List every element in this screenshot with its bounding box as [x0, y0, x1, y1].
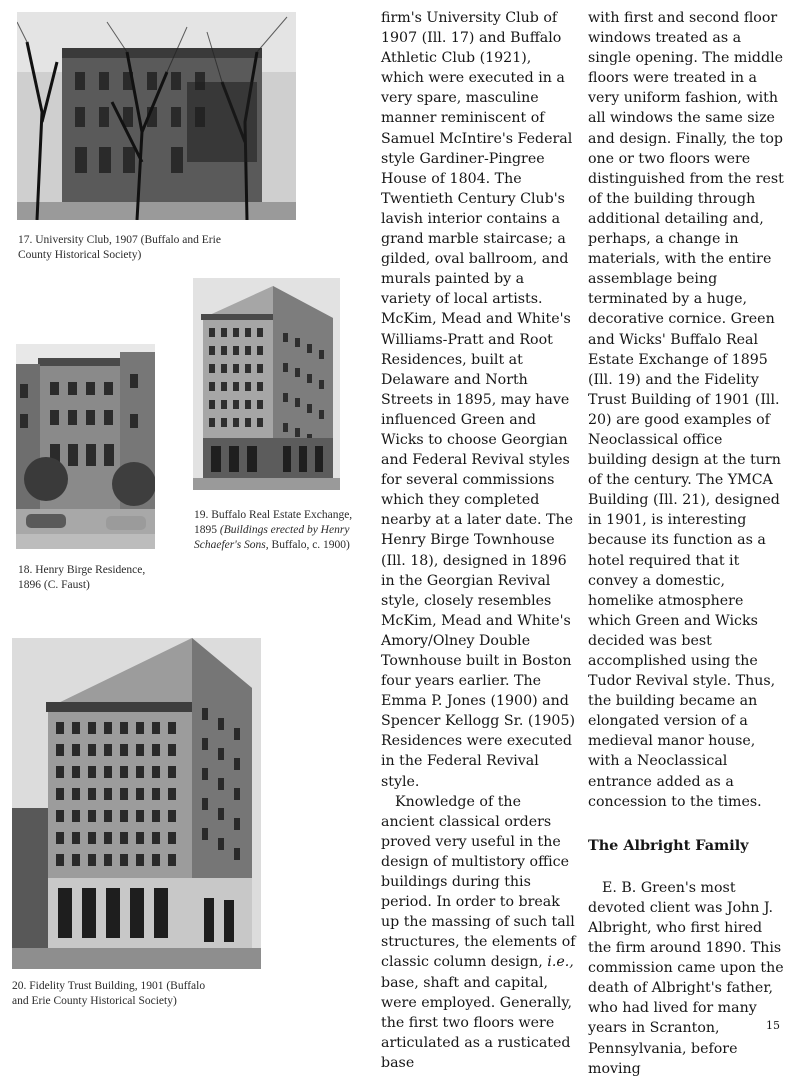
column2-paragraph-2: E. B. Green's most devoted client was John J. Albright, who first hired the firm around 1890. This commission came upon the death of Albright's father, who had lived for many years in Scranton, Pennsylvania, before moving [588, 879, 784, 1077]
caption-fig20-label: 20. Fidelity Trust Building, 1901 [12, 980, 164, 992]
caption-fig20-source: (Buffalo and Erie County Historical Society) [12, 980, 206, 1007]
section-heading: The Albright Family [588, 836, 749, 854]
text-column-2 [588, 8, 785, 1079]
university-club-image [17, 12, 296, 220]
fidelity-trust-image [12, 638, 261, 969]
caption-fig19-label: 19. Buffalo Real Estate Exchange, 1895 [194, 509, 353, 536]
caption-fig17-source: (Buffalo and Erie County Historical Society) [18, 234, 221, 261]
photo-fidelity-trust-building [12, 638, 261, 969]
caption-fig19 [194, 508, 374, 553]
text-column-1 [381, 8, 577, 1073]
column1-paragraph-2 [381, 792, 577, 1073]
column1-paragraph-2-end: base, shaft and capital, were employed. Generally, the first two floors were articulated as a rusticated base [381, 974, 572, 1071]
caption-fig18 [18, 563, 168, 593]
caption-fig17-label: 17. University Club, 1907 [18, 234, 138, 246]
caption-fig17 [18, 233, 248, 263]
caption-fig19-source-rest: Buffalo, c. 1900) [271, 539, 350, 551]
real-estate-exchange-image [193, 278, 340, 490]
caption-fig18-source: (C. Faust) [43, 579, 90, 591]
column1-paragraph-1: firm's University Club of 1907 (Ill. 17) and Buffalo Athletic Club (1921), which were executed in a very spare, masculine manner reminiscent of Samuel McIntire's Federal style Gardiner-Pingree House of 1804. The Twentieth Century Club's lavish interior contains a grand marble staircase; a gilded, oval ballroom, and murals painted by a variety of local artists. McKim, Mead and White's Williams-Pratt and Root Residences, built at Delaware and North Streets in 1895, may have influenced Green and Wicks to choose Georgian and Federal Revival styles for several commissions which they completed nearby at a later date. The Henry Birge Townhouse (Ill. 18), designed in 1896 in the Georgian Revival style, closely resembles McKim, Mead and White's Amory/Olney Double Townhouse built in Boston four years earlier. The Emma P. Jones (1900) and Spencer Kellogg Sr. (1905) Residences were executed in the Federal Revival style. [381, 10, 576, 790]
caption-fig20 [12, 979, 212, 1009]
page-number: 15 [766, 1019, 780, 1032]
column1-paragraph-2-start: Knowledge of the ancient classical orders proved very useful in the design of multistory office buildings during this period. In order to break up the massing of such tall structures, the elements of classic column design, [381, 793, 576, 971]
photo-university-club [17, 12, 296, 220]
column1-paragraph-2-ie: i.e., [547, 954, 574, 971]
birge-residence-image [16, 344, 155, 549]
column2-paragraph-1: with first and second floor windows treated as a single opening. The middle floors were treated in a very uniform fashion, with all windows the same size and design. Finally, the top one or two floors were distinguished from the rest of the building through additional detailing and, perhaps, a change in materials, with the entire assemblage being terminated by a huge, decorative cornice. Green and Wicks' Buffalo Real Estate Exchange of 1895 (Ill. 19) and the Fidelity Trust Building of 1901 (Ill. 20) are good examples of Neoclassical office building design at the turn of the century. The YMCA Building (Ill. 21), designed in 1901, is interesting because its function as a hotel required that it convey a domestic, homelike atmosphere which Green and Wicks decided was best accomplished using the Tudor Revival style. Thus, the building became an elongated version of a medieval manor house, with a Neoclassical entrance added as a concession to the times. [588, 10, 784, 810]
caption-fig18-label: 18. Henry Birge Residence, 1896 [18, 564, 146, 591]
caption-fig19-source-italic: (Buildings erected by Henry Schaefer's Sons, [194, 524, 350, 551]
photo-henry-birge-residence [16, 344, 155, 549]
photo-real-estate-exchange [193, 278, 340, 490]
